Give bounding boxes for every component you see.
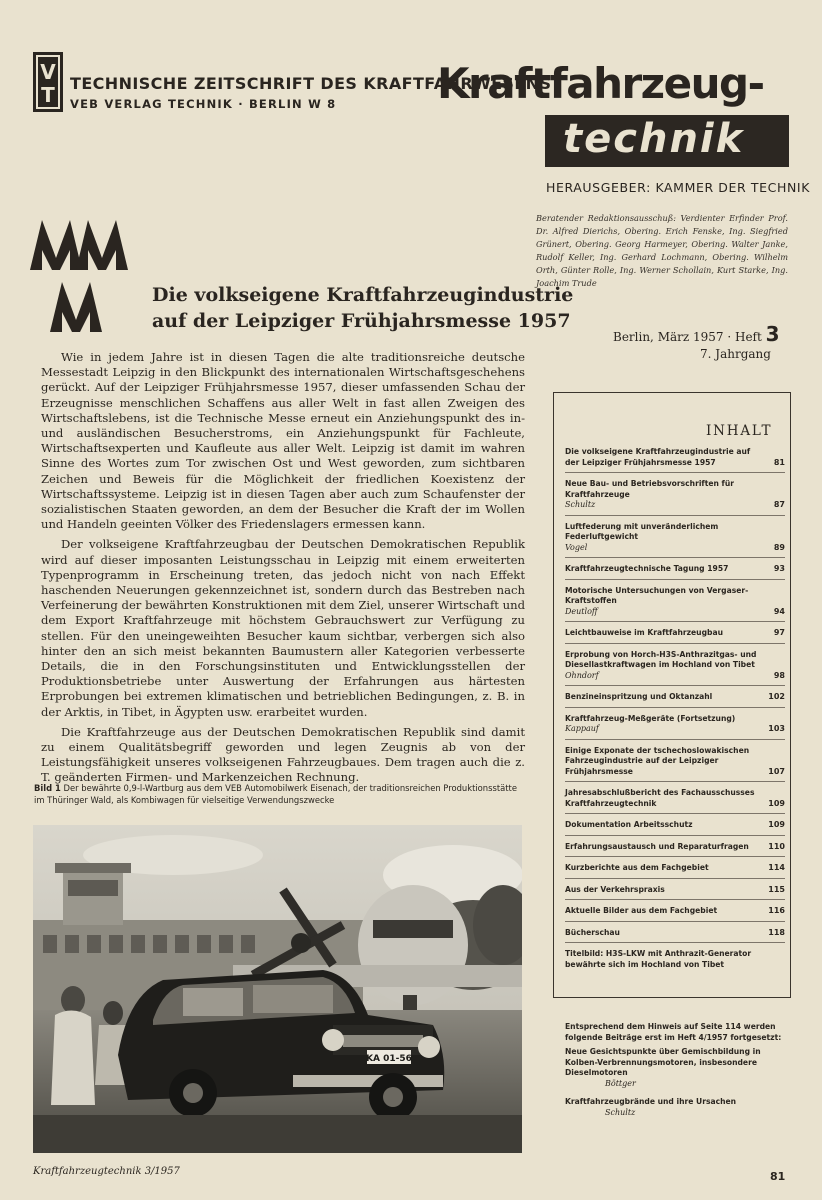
toc-entry-page: 110 xyxy=(768,841,785,851)
photo-illustration xyxy=(33,825,522,1153)
postponed-item-title: Kraftfahrzeugbrände und ihre Ursachen xyxy=(565,1097,737,1106)
advisory-board: Beratender Redaktionsausschuß: Verdienter Erfinder Prof. Dr. Alfred Dierichs, Obering. Erich Fenske, Ing. Siegfried Grünert, Obering. Georg Harmeyer, Obering. Walter Janke, Rudolf Keller, Ing. Gerhard Lochmann, Obering. Wilhelm Orth, Günter Rolle, Ing. Werner Schollain, Kurt Starke, Ing. Joachim Trude xyxy=(536,213,788,288)
toc-entry[interactable] xyxy=(565,714,785,740)
postponed-intro: Entsprechend dem Hinweis auf Seite 114 werden folgende Beiträge erst im Heft 4/1957 fortgesetzt: xyxy=(565,1022,782,1042)
toc-entry[interactable] xyxy=(565,788,785,814)
toc-entry-author: Kappauf xyxy=(565,724,599,733)
publication-title: TECHNISCHE ZEITSCHRIFT DES KRAFTFAHRWESENS xyxy=(70,74,552,93)
toc-entry[interactable] xyxy=(565,692,785,708)
toc-entry-title: Luftfederung mit unveränderlichem Federluftgewicht xyxy=(565,521,719,541)
caption-label: Bild 1 xyxy=(34,783,61,793)
page-number: 81 xyxy=(770,1170,786,1183)
toc-entry[interactable] xyxy=(565,885,785,901)
masthead-line1: Kraftfahrzeug- xyxy=(437,59,764,108)
toc-entry-title: Benzineinspritzung und Oktanzahl xyxy=(565,692,713,701)
postponed-articles xyxy=(565,1022,787,1126)
toc-entry[interactable] xyxy=(565,650,785,687)
toc-entry-page: 81 xyxy=(773,457,785,467)
postponed-item-author: Schultz xyxy=(605,1107,636,1117)
toc-entry-title: Erprobung von Horch-H3S-Anthrazitgas- und Diesellastkraftwagen im Hochland von Tibet xyxy=(565,649,757,669)
toc-entry-title: Erfahrungsaustausch und Reparaturfragen xyxy=(565,841,749,851)
toc-entry[interactable] xyxy=(565,863,785,879)
postponed-item-title: Neue Gesichtspunkte über Gemischbildung in Kolben-Verbrennungsmotoren, insbesondere Dieselmotoren xyxy=(565,1047,761,1077)
toc-entry-page: 87 xyxy=(773,500,785,509)
toc-entry[interactable] xyxy=(565,906,785,922)
issue-number: 3 xyxy=(765,322,780,346)
toc-entry-title: Aus der Verkehrspraxis xyxy=(565,884,665,894)
toc-entry[interactable] xyxy=(565,522,785,559)
headline-line2: auf der Leipziger Frühjahrsmesse 1957 xyxy=(152,310,571,332)
toc-entry-page: 93 xyxy=(773,564,785,573)
toc-entry-title: Kurzberichte aus dem Fachgebiet xyxy=(565,863,709,872)
toc-entry-page: 118 xyxy=(768,927,785,937)
toc-entry[interactable] xyxy=(565,746,785,783)
publisher-line: VEB VERLAG TECHNIK · BERLIN W 8 xyxy=(70,97,337,111)
headline-line1: Die volkseigene Kraftfahrzeugindustrie xyxy=(152,284,574,306)
issue-info xyxy=(613,322,780,346)
toc-entry-author: Deutloff xyxy=(565,606,598,616)
leipzig-fair-mm-logo-icon xyxy=(30,220,130,340)
toc-entry[interactable] xyxy=(565,586,785,623)
toc-entry-title: Kraftfahrzeugtechnische Tagung 1957 xyxy=(565,564,729,573)
wartburg-photo xyxy=(33,825,522,1153)
journal-reference: Kraftfahrzeugtechnik 3/1957 xyxy=(33,1166,180,1177)
toc-entry-page: 103 xyxy=(768,724,785,733)
toc-entry[interactable] xyxy=(565,820,785,836)
figure-caption xyxy=(34,782,528,806)
editor-line: HERAUSGEBER: KAMMER DER TECHNIK xyxy=(546,180,810,195)
toc-entry-title: Leichtbauweise im Kraftfahrzeugbau xyxy=(565,628,723,637)
article-headline xyxy=(152,282,574,334)
article-body xyxy=(41,350,525,791)
toc-entry[interactable] xyxy=(565,842,785,858)
postponed-item xyxy=(565,1047,787,1089)
toc-entry-page: 97 xyxy=(773,628,785,637)
issue-place-date: Berlin, März 1957 · Heft xyxy=(613,330,762,344)
paragraph: Der volkseigene Kraftfahrzeugbau der Deutschen Demokratischen Republik wird auf dieser imposanten Leistungsschau in Leipzig mit einem erweiterten Typenprogramm in Erscheinung treten, das jedoch nicht von nach Effekt haschenden Neuerungen gekennzeichnet ist, sondern durch das Bestreben nach Verfeinerung der bewährten Konstruktionen mit dem Ziel, unserer Wirtschaft und dem Export Kraftfahrzeuge mit höchstem Gebrauchswert zur Verfügung zu stellen. Für den uneingeweihten Besucher kaum sichtbar, verbergen sich also hinter den an sich meist bekannten Baumustern aller Kategorien verbesserte Details, die in den Forschungsinstituten und Entwicklungsstellen der Produktionsbetriebe unter Auswertung der Erfahrungen aus härtesten Erprobungen bei extremen klimatischen und betrieblichen Bedingungen, z. B. in der Arktis, in Tibet, in Ägypten usw. erarbeitet wurden. xyxy=(41,537,525,719)
volume: 7. Jahrgang xyxy=(700,347,771,361)
toc-entry-page: 94 xyxy=(773,606,785,616)
toc-entry-title: Aktuelle Bilder aus dem Fachgebiet xyxy=(565,906,718,915)
toc-entry-page: 107 xyxy=(768,766,785,776)
svg-text:T: T xyxy=(41,83,55,107)
toc-entry-page: 114 xyxy=(768,863,785,872)
vt-logo-icon xyxy=(33,52,63,112)
toc-entry-page: 89 xyxy=(773,542,785,552)
toc-entry-title: Bücherschau xyxy=(565,927,620,937)
toc-entry-page: 102 xyxy=(768,692,785,701)
toc-entry-author: Vogel xyxy=(565,542,588,552)
caption-text: Der bewährte 0,9-l-Wartburg aus dem VEB Automobilwerk Eisenach, der traditionsreichen Produktionsstätte im Thüringer Wald, als Kombiwagen für vielseitige Verwendungszwecke xyxy=(34,783,517,805)
license-plate: KA 01-56 xyxy=(366,1054,412,1064)
toc-entry[interactable] xyxy=(565,628,785,644)
toc-entry-title: Kraftfahrzeug-Meßgeräte (Fortsetzung) xyxy=(565,713,736,723)
toc-entry[interactable] xyxy=(565,447,785,473)
masthead-line2: technik xyxy=(563,116,745,162)
toc-entry-page: 109 xyxy=(768,820,785,829)
postponed-item-author: Böttger xyxy=(605,1078,636,1088)
paragraph: Wie in jedem Jahre ist in diesen Tagen die alte traditionsreiche deutsche Messestadt Leipzig in den Blickpunkt des internationalen Wirtschaftsgeschehens gerückt. Auf der Leipziger Frühjahrsmesse 1957, dieser umfassenden Schau der Erzeugnisse menschlichen Schaffens aus aller Welt in fast allen Zweigen des Wirtschaftslebens, ist die Technische Messe erneut ein Anziehungspunkt des in- und ausländischen Besucherstroms, ein Anziehungspunkt für Fachleute, Wirtschaftsexperten und Kaufleute aus aller Welt. Leipzig ist damit im wahren Sinne des Wortes zum Tor zwischen Ost und West geworden, zum sichtbaren Zeichen und Beweis für die Möglichkeit der friedlichen Koexistenz der Wirtschaftssysteme. Leipzig ist in diesen Tagen aber auch zum Schaufenster der sozialistischen Staaten geworden, an dem der Besucher die Kraft der im Wollen und Handeln geeinten Völker des Friedenslagers ermessen kann. xyxy=(41,350,525,532)
svg-text:V: V xyxy=(40,60,56,84)
toc-list xyxy=(565,447,785,970)
toc-entry-title: Neue Bau- und Betriebsvorschriften für Kraftfahrzeuge xyxy=(565,479,735,499)
toc-entry-page: 98 xyxy=(773,670,785,680)
toc-entry-title: Einige Exponate der tschechoslowakischen Fahrzeugindustrie auf der Leipziger Frühjahrsmesse xyxy=(565,745,750,776)
masthead xyxy=(437,59,787,174)
toc-entry[interactable] xyxy=(565,564,785,580)
toc-entry-author: Schultz xyxy=(565,500,596,509)
toc-entry-author: Ohndorf xyxy=(565,670,599,680)
toc-entry[interactable] xyxy=(565,928,785,944)
paragraph: Die Kraftfahrzeuge aus der Deutschen Demokratischen Republik sind damit zu einem Qualitätsbegriff geworden und legen Zeugnis ab von der Leistungsfähigkeit unseres volkseigenen Fahrzeugbaues. Dem tragen auch die z. T. geänderten Firmen- und Markenzeichen Rechnung. xyxy=(41,724,525,785)
toc-entry-title: Jahresabschlußbericht des Fachausschusses Kraftfahrzeugtechnik xyxy=(565,788,755,808)
toc-entry-title: Motorische Untersuchungen von Vergaser-Kraftstoffen xyxy=(565,585,749,605)
toc-entry-title: Dokumentation Arbeitsschutz xyxy=(565,820,693,829)
toc-entry-page: 109 xyxy=(768,798,785,808)
toc-entry-page: 115 xyxy=(768,884,785,894)
toc-entry-title: Die volkseigene Kraftfahrzeugindustrie auf der Leipziger Frühjahrsmesse 1957 xyxy=(565,447,751,467)
toc-entry-page: 116 xyxy=(768,906,785,915)
toc-title: INHALT xyxy=(706,423,773,439)
toc-divider xyxy=(553,997,791,998)
cover-note: Titelbild: H3S-LKW mit Anthrazit-Generator bewährte sich im Hochland von Tibet xyxy=(565,949,752,969)
toc-entry[interactable] xyxy=(565,479,785,516)
postponed-item xyxy=(565,1097,787,1118)
